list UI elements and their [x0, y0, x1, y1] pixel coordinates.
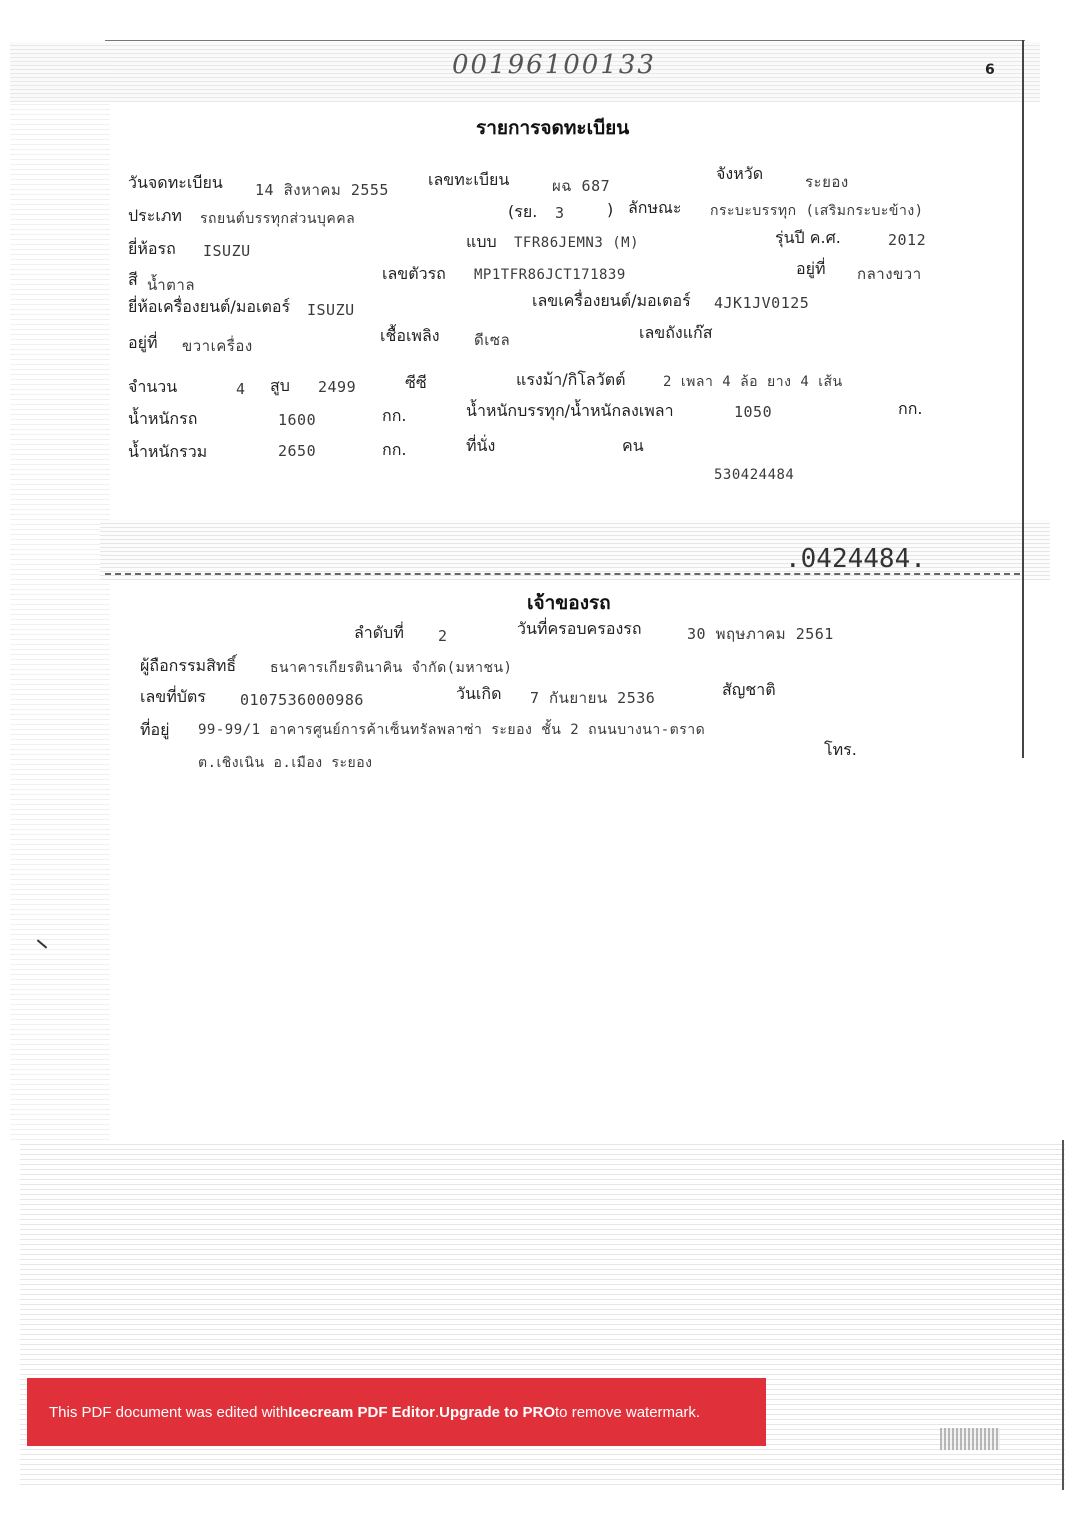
registration-title: รายการจดทะเบียน [476, 117, 630, 139]
model-value: TFR86JEMN3 (M) [514, 235, 640, 251]
order-value: 2 [438, 627, 448, 645]
reg-date-label: วันจดทะเบียน [128, 173, 223, 192]
fuel-label: เชื้อเพลิง [380, 326, 440, 345]
cc-label: ซีซี [405, 373, 427, 392]
corner-stamp [940, 1428, 1000, 1450]
handwritten-reference: 00196100133 [452, 50, 656, 80]
possession-date-label: วันที่ครอบครองรถ [517, 619, 642, 638]
watermark-suffix: to remove watermark. [555, 1403, 701, 1421]
weight-value: 1600 [278, 411, 317, 429]
kg-unit-3: กก. [382, 440, 407, 459]
watermark-banner [27, 1378, 766, 1446]
person-label: คน [622, 436, 644, 455]
province-value: ระยอง [805, 173, 849, 191]
character-value: กระบะบรรทุก (เสริมกระบะข้าง) [710, 203, 924, 219]
address-label: ที่อยู่ [140, 720, 170, 739]
plate-value: ผฉ 687 [552, 177, 611, 195]
watermark-prefix: This PDF document was edited with [49, 1403, 289, 1421]
watermark-upgrade-link[interactable]: Upgrade to PRO [439, 1403, 556, 1421]
type-label: ประเภท [128, 206, 182, 225]
section-divider [105, 573, 1020, 575]
document-number: 530424484 [714, 467, 795, 483]
color-value: น้ำตาล [147, 276, 196, 294]
page-number: 6 [985, 62, 995, 78]
holder-value: ธนาคารเกียรตินาคิน จำกัด(มหาชน) [270, 660, 513, 676]
seat-label: ที่นั่ง [466, 436, 496, 455]
color-label: สี [128, 270, 138, 289]
load-label: น้ำหนักบรรทุก/น้ำหนักลงเพลา [466, 401, 674, 420]
chassis-location-value: กลางขวา [857, 265, 922, 283]
stamp-number: .0424484. [785, 544, 926, 574]
page-right-edge [1022, 40, 1024, 758]
cc-value: 2499 [318, 378, 357, 396]
type-value: รถยนต์บรรทุกส่วนบุคคล [200, 211, 356, 227]
id-value: 0107536000986 [240, 691, 364, 709]
phone-label: โทร. [824, 740, 857, 759]
engine-brand-value: ISUZU [307, 301, 355, 319]
count-label: จำนวน [128, 377, 178, 396]
axle-value: 2 เพลา 4 ล้อ ยาง 4 เส้น [663, 374, 843, 390]
year-label: รุ่นปี ค.ศ. [775, 228, 841, 247]
chassis-label: เลขตัวรถ [382, 264, 446, 283]
total-weight-value: 2650 [278, 442, 317, 460]
reg-date-value: 14 สิงหาคม 2555 [255, 181, 389, 199]
gas-tank-label: เลขถังแก๊ส [639, 323, 713, 342]
weight-label: น้ำหนักรถ [128, 409, 198, 428]
kg-unit-2: กก. [898, 399, 923, 418]
count-value: 4 [236, 380, 246, 398]
address-line-1: 99-99/1 อาคารศูนย์การค้าเซ็นทรัลพลาซ่า ระยอง ชั้น 2 ถนนบางนา-ตราด [198, 722, 706, 738]
fuel-value: ดีเซล [474, 331, 511, 349]
ry-value: 3 [555, 204, 565, 222]
horsepower-label: แรงม้า/กิโลวัตต์ [516, 370, 626, 389]
brand-label: ยี่ห้อรถ [128, 239, 176, 258]
engine-location-label: อยู่ที่ [128, 333, 158, 352]
scan-noise-left [10, 40, 110, 1140]
engine-brand-label: ยี่ห้อเครื่องยนต์/มอเตอร์ [128, 297, 291, 316]
ry-close: ) [607, 200, 614, 219]
id-label: เลขที่บัตร [140, 687, 206, 706]
order-label: ลำดับที่ [354, 623, 404, 642]
birth-label: วันเกิด [456, 684, 502, 703]
province-label: จังหวัด [716, 164, 764, 183]
address-line-2: ต.เชิงเนิน อ.เมือง ระยอง [198, 755, 373, 771]
model-label: แบบ [466, 232, 497, 251]
possession-date-value: 30 พฤษภาคม 2561 [687, 625, 834, 643]
engine-no-label: เลขเครื่องยนต์/มอเตอร์ [532, 291, 691, 310]
plate-label: เลขทะเบียน [428, 170, 510, 189]
page-top-edge [105, 40, 1025, 41]
owner-title: เจ้าของรถ [527, 592, 611, 614]
page-right-edge-lower [1062, 1140, 1064, 1490]
watermark-brand: Icecream PDF Editor [288, 1403, 435, 1421]
chassis-value: MP1TFR86JCT171839 [474, 267, 626, 283]
year-value: 2012 [888, 231, 927, 249]
kg-unit-1: กก. [382, 406, 407, 425]
birth-value: 7 กันยายน 2536 [530, 689, 656, 707]
character-label: ลักษณะ [628, 198, 682, 217]
brand-value: ISUZU [203, 242, 251, 260]
nationality-label: สัญชาติ [722, 680, 776, 699]
cylinder-label: สูบ [270, 376, 290, 395]
engine-location-value: ขวาเครื่อง [182, 337, 253, 355]
ry-label: (รย. [508, 202, 538, 221]
chassis-location-label: อยู่ที่ [796, 259, 826, 278]
engine-no-value: 4JK1JV0125 [714, 294, 810, 312]
load-value: 1050 [734, 403, 773, 421]
holder-label: ผู้ถือกรรมสิทธิ์ [140, 656, 237, 675]
watermark-mid: . [435, 1403, 440, 1421]
total-weight-label: น้ำหนักรวม [128, 442, 208, 461]
